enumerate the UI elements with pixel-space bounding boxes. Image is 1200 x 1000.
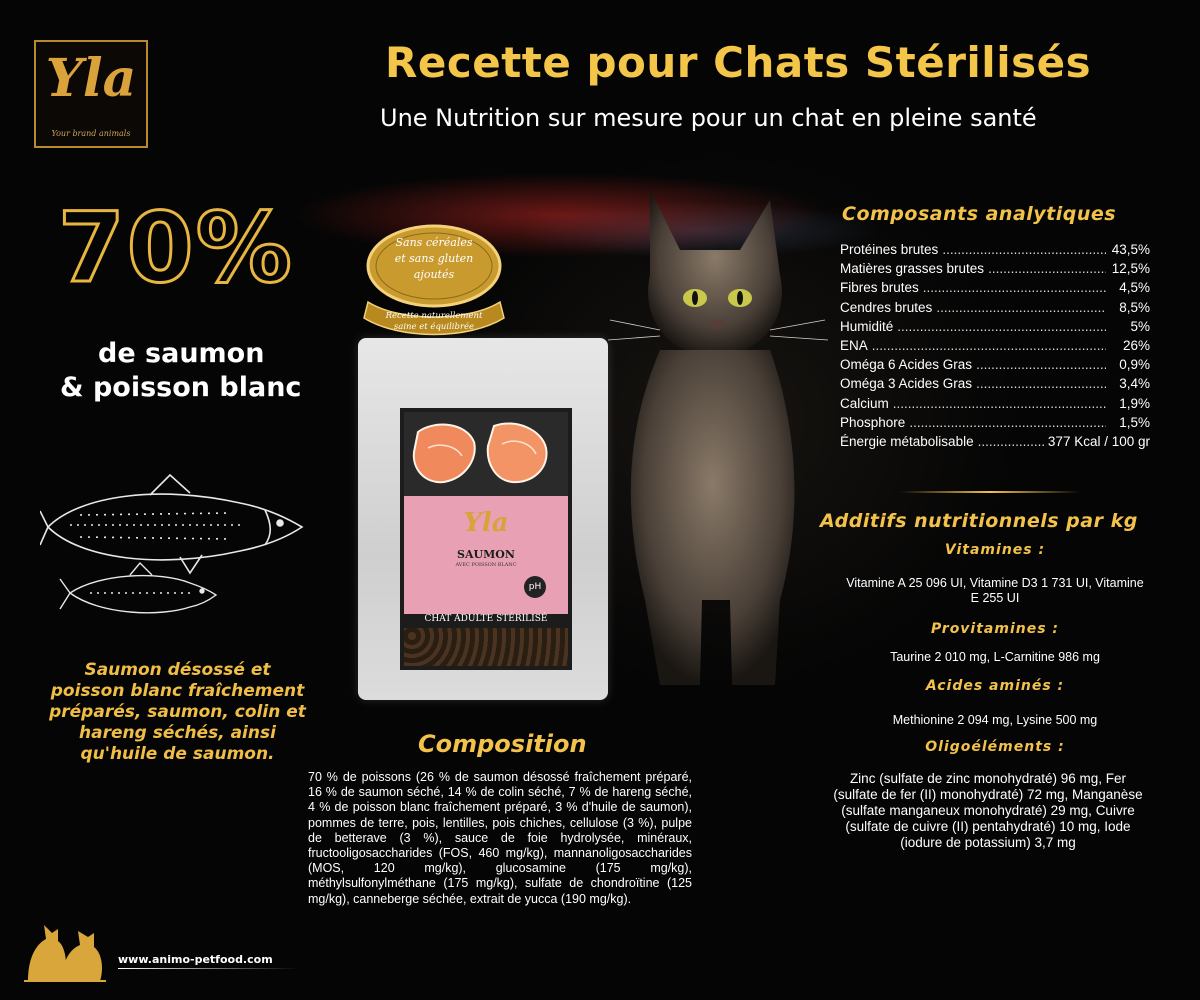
oligoelements-text: Zinc (sulfate de zinc monohydraté) 96 mg, Fer (sulfate de fer (II) monohydraté) 72 mg, Manganèse (sulfate manganeux monohydraté) 29 mg, Cuivre (sulfate de cuivre (II) pentahydraté) 10 mg, Iode (iodure de potassium) 3,7 mg [833,771,1143,850]
product-package [358,338,608,700]
oligoelements-heading: Oligoéléments : [925,739,1065,755]
page-subtitle: Une Nutrition sur mesure pour un chat en pleine santé [380,104,1037,132]
analytics-value: 8,5% [1119,299,1150,315]
gold-divider [900,491,1080,493]
analytics-row [840,413,1150,432]
analytics-value: 1,9% [1119,395,1150,411]
analytics-label: Énergie métabolisable [840,433,974,449]
package-product-name: SAUMON [457,548,515,561]
analytics-value: 3,4% [1119,376,1150,392]
analytics-value: 0,9% [1119,357,1150,373]
analytics-label: Oméga 3 Acides Gras [840,376,973,392]
vitamines-heading: Vitamines : [944,542,1046,558]
website-link[interactable]: www.animo-petfood.com [118,953,273,966]
percent-caption-line2: & poisson blanc [60,372,302,403]
analytics-title: Composants analytiques [842,203,1117,225]
analytics-row [840,298,1150,317]
percent-highlight: 70% [58,192,294,304]
analytics-table [840,240,1150,451]
analytics-value: 5% [1130,318,1150,334]
recipe-description: Saumon désossé et poisson blanc fraîchement préparés, saumon, colin et hareng séchés, ainsi qu'huile de saumon. [49,660,306,764]
analytics-row [840,355,1150,374]
package-product-sub: AVEC POISSON BLANC [455,562,517,568]
badge-line1: Sans céréales [395,236,473,249]
analytics-row [840,336,1150,355]
page-title: Recette pour Chats Stérilisés [385,38,1092,87]
salmon-photo [404,412,568,496]
package-pink-band [404,496,568,614]
analytics-row [840,240,1150,259]
fish-illustration [40,465,315,630]
ph-icon: pH [524,576,546,598]
logo-tagline: Your brand animals [51,129,131,138]
analytics-row [840,374,1150,393]
analytics-label: Protéines brutes [840,242,939,257]
analytics-label: Calcium [840,395,889,411]
analytics-label: Phosphore [840,414,906,430]
analytics-row [840,278,1150,297]
cat-dog-silhouette-icon [18,915,108,985]
salmon-steak-icon [404,412,568,496]
analytics-value: 43,5% [1111,242,1150,257]
website-underline [118,968,298,969]
analytics-label: Matières grasses brutes [840,261,985,277]
package-category: CHAT ADULTE STÉRILISÉ [424,614,548,624]
badge-line5: saine et équilibrée [393,322,475,332]
badge-line3: ajoutés [413,268,455,281]
provitamines-text: Taurine 2 010 mg, L-Carnitine 986 mg [890,650,1100,664]
analytics-value: 12,5% [1111,261,1150,277]
analytics-value: 1,5% [1119,414,1150,430]
acides-amines-heading: Acides aminés : [925,678,1065,694]
brand-logo [34,40,148,148]
analytics-row [840,432,1150,451]
package-brand: Yla [463,508,509,538]
kibble-window [404,628,568,666]
vitamines-text: Vitamine A 25 096 UI, Vitamine D3 1 731 UI, Vitamine E 255 UI [846,576,1144,605]
analytics-label: Cendres brutes [840,299,933,315]
acides-amines-text: Methionine 2 094 mg, Lysine 500 mg [892,713,1098,727]
analytics-value: 26% [1122,337,1150,353]
composition-text: 70 % de poissons (26 % de saumon désossé fraîchement préparé, 16 % de saumon séché, 14 % de colin séché, 7 % de hareng séché, 4 % de poisson blanc fraîchement préparé, 3 % d'huile de saumon), pommes de terre, pois, lentilles, pois chiches, cellulose (3 %), pulpe de betterave (3 %), sauce de foie hydrolysée, minéraux, fructooligosaccharides (FOS, 460 mg/kg), mannanoligosaccharides (MOS, 120 mg/kg), glucosamine (175 mg/kg), méthylsulfonylméthane (175 mg/kg), sulfate de chondroïtine (125 mg/kg), canneberge séchée, extrait de yucca (190 mg/kg). [308,770,692,906]
analytics-label: Fibres brutes [840,280,919,296]
logo-text: Yla [45,48,137,109]
cat-photo [590,180,840,700]
analytics-label: ENA [840,337,868,353]
analytics-row [840,394,1150,413]
provitamines-heading: Provitamines : [930,621,1060,637]
percent-caption-line1: de saumon [98,338,265,369]
quality-badge [360,222,508,342]
analytics-value: 4,5% [1119,280,1150,296]
additifs-title: Additifs nutritionnels par kg [820,510,1138,532]
analytics-label: Humidité [840,318,894,334]
analytics-value: 377 Kcal / 100 gr [1047,433,1150,449]
analytics-label: Oméga 6 Acides Gras [840,357,973,373]
badge-line4: Recette naturellement [385,311,483,321]
analytics-row [840,317,1150,336]
composition-title: Composition [418,730,587,758]
salmon-fish-icon [40,475,302,573]
badge-line2: et sans gluten [394,252,474,265]
analytics-row [840,259,1150,278]
package-label [400,408,572,670]
